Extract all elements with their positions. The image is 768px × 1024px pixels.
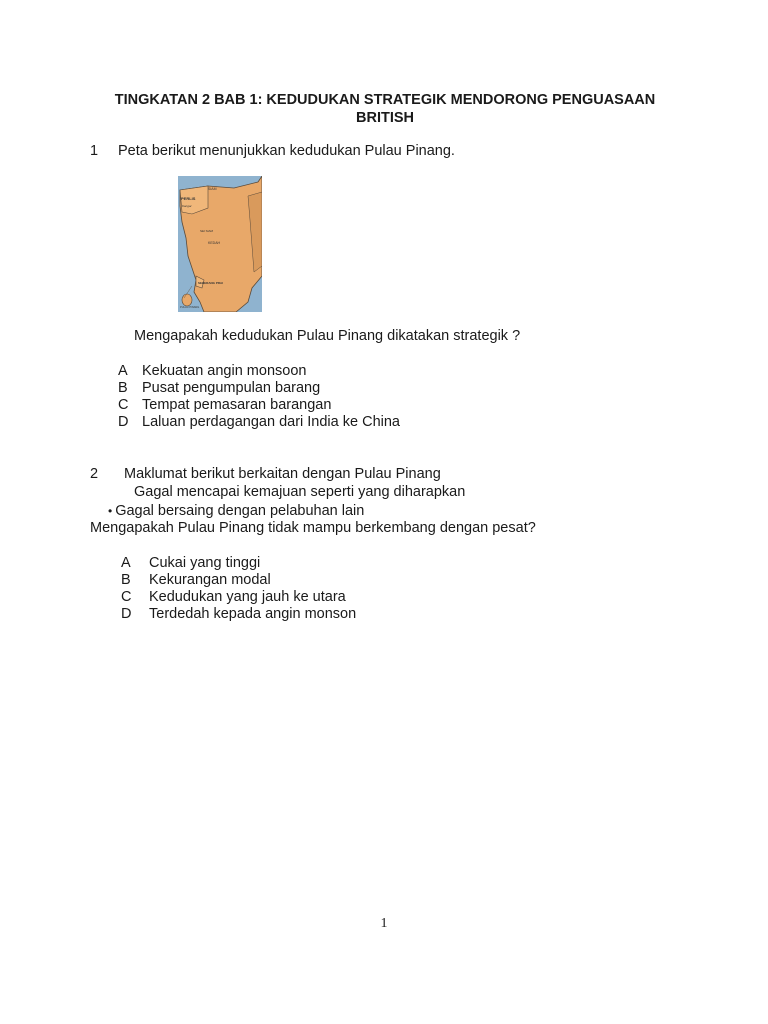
- q1-option-c: [118, 397, 331, 414]
- q1-option-a-text: Kekuatan angin monsoon: [142, 363, 307, 379]
- q1-option-d-text: Laluan perdagangan dari India ke China: [142, 414, 400, 430]
- q1-question: Mengapakah kedudukan Pulau Pinang dikatakan strategik ?: [134, 328, 521, 344]
- q2-option-c-letter: C: [121, 589, 132, 605]
- q2-option-b-text: Kekurangan modal: [149, 572, 271, 588]
- q1-option-d-letter: D: [118, 414, 129, 430]
- map-label-sei-siam: SEI SIAM: [200, 229, 214, 233]
- q2-point-2-text: Gagal bersaing dengan pelabuhan lain: [115, 503, 365, 519]
- q2-number: 2: [90, 466, 99, 482]
- q2-option-a-text: Cukai yang tinggi: [149, 555, 261, 571]
- q2-point-2: [108, 503, 364, 520]
- q1-option-a-letter: A: [118, 363, 128, 379]
- map-penang-island: [182, 294, 192, 306]
- q2-option-d: [121, 606, 356, 623]
- q2-option-d-letter: D: [121, 606, 132, 622]
- q2-option-c: [121, 589, 346, 606]
- q2-point-1: Gagal mencapai kemajuan seperti yang diharapkan: [134, 484, 466, 500]
- q1-option-b-text: Pusat pengumpulan barang: [142, 380, 321, 396]
- map-label-seberang-prai: SEBERANG PRAI: [198, 281, 224, 285]
- q1-option-d: [118, 414, 400, 431]
- q2-option-a: [121, 555, 260, 572]
- q2-option-a-letter: A: [121, 555, 131, 571]
- map-label-kangar: Kangar: [182, 204, 192, 208]
- title-line-1: TINGKATAN 2 BAB 1: KEDUDUKAN STRATEGIK MENDORONG PENGUASAAN: [114, 92, 656, 108]
- q1-option-b-letter: B: [118, 380, 128, 396]
- q2-option-d-text: Terdedah kepada angin monson: [149, 606, 357, 622]
- q1-option-a: [118, 363, 306, 380]
- q1-option-c-letter: C: [118, 397, 129, 413]
- q1-text: Peta berikut menunjukkan kedudukan Pulau Pinang.: [118, 143, 455, 159]
- q2-question: Mengapakah Pulau Pinang tidak mampu berkembang dengan pesat?: [90, 520, 536, 536]
- q2-intro: Maklumat berikut berkaitan dengan Pulau Pinang: [124, 466, 441, 482]
- title-line-2: BRITISH: [356, 110, 414, 126]
- map-label-siam: SIAM: [208, 187, 217, 191]
- q2-option-c-text: Kedudukan yang jauh ke utara: [149, 589, 346, 605]
- q1-option-c-text: Tempat pemasaran barangan: [142, 397, 332, 413]
- q2-option-b-letter: B: [121, 572, 131, 588]
- pulau-pinang-map: [178, 176, 262, 312]
- map-label-kedah: KEDAH: [208, 241, 221, 245]
- page-title: [80, 91, 690, 127]
- page-number: 1: [380, 916, 388, 931]
- map-label-perlis: PERLIS: [181, 196, 196, 201]
- map-label-pulau-pinang: PULAU PINANG: [180, 306, 200, 309]
- q2-bullet: •: [108, 504, 113, 518]
- q2-option-b: [121, 572, 271, 589]
- q1-number: 1: [90, 143, 99, 159]
- q1-option-b: [118, 380, 320, 397]
